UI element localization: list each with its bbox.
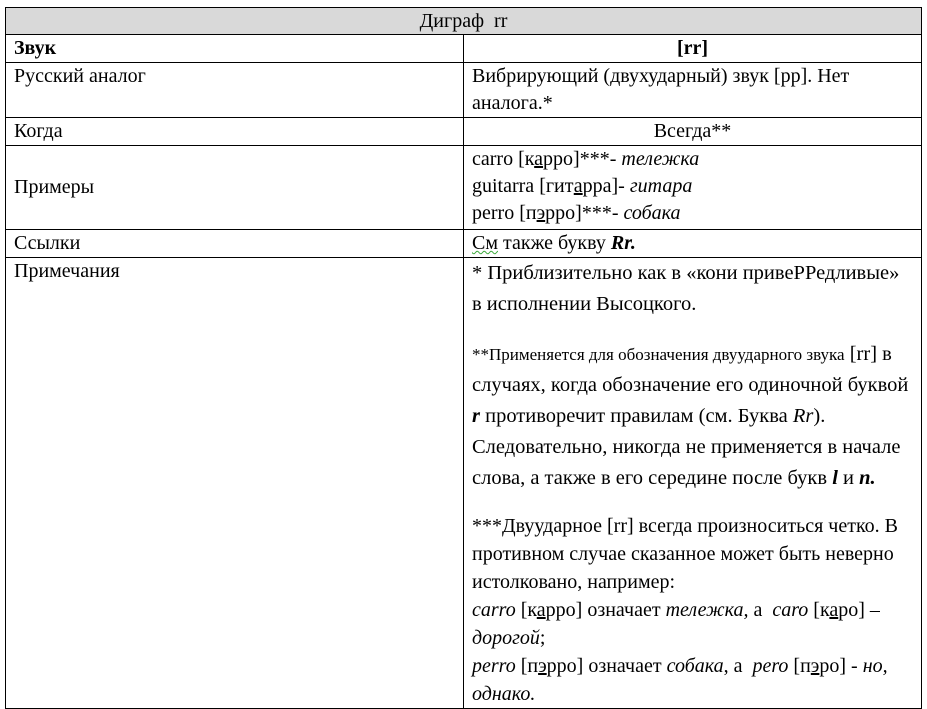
note-3-line: carro [карро] означает тележка, а caro [каро] – дорогой;: [472, 599, 880, 649]
note-3-line: perro [пэрро] означает собака, а pero [пэро] - но, однако.: [472, 655, 888, 705]
notes-cell: [464, 258, 922, 709]
russian-label: Русский аналог: [6, 63, 464, 118]
links-label: Ссылки: [6, 230, 464, 258]
note-1: * Приблизительно как в «кони привеРРедливые» в исполнении Высоцкого.: [472, 262, 900, 315]
example-row: perro [пэрро]***- собака: [472, 202, 681, 224]
when-value: Всегда**: [464, 118, 922, 146]
examples-label: Примеры: [6, 146, 464, 230]
title-prefix: Диграф: [419, 10, 485, 32]
note-2: **Применяется для обозначения двуударного звука [rr] в случаях, когда обозначение его одиночной буквой r противоречит правилам (см. Буква Rr). Следовательно, никогда не применяется в начале слова, а также в его середине после букв l и n.: [472, 343, 909, 489]
when-label: Когда: [6, 118, 464, 146]
examples-cell: [464, 146, 922, 230]
links-value: См также букву Rr.: [464, 230, 922, 258]
russian-value: Вибрирующий (двухударный) звук [рр]. Нет аналога.*: [464, 63, 922, 118]
notes-label: Примечания: [6, 258, 464, 709]
sound-value: [rr]: [464, 35, 922, 63]
sound-label: Звук: [6, 35, 464, 63]
title-digraph: rr: [494, 10, 508, 32]
example-row: carro [карро]***- тележка: [472, 148, 700, 170]
example-row: guitarra [гитарра]- гитара: [472, 175, 693, 197]
note-3: ***Двуударное [rr] всегда произноситься четко. В противном случае сказанное может быть неверно истолковано, например: carro [карро] означает тележка, а caro [каро] – дорогой; perro [пэрро] означает собака, а pero [пэро] - но, однако.: [472, 512, 913, 708]
table-title: [6, 8, 922, 35]
digraph-table: [5, 7, 922, 709]
